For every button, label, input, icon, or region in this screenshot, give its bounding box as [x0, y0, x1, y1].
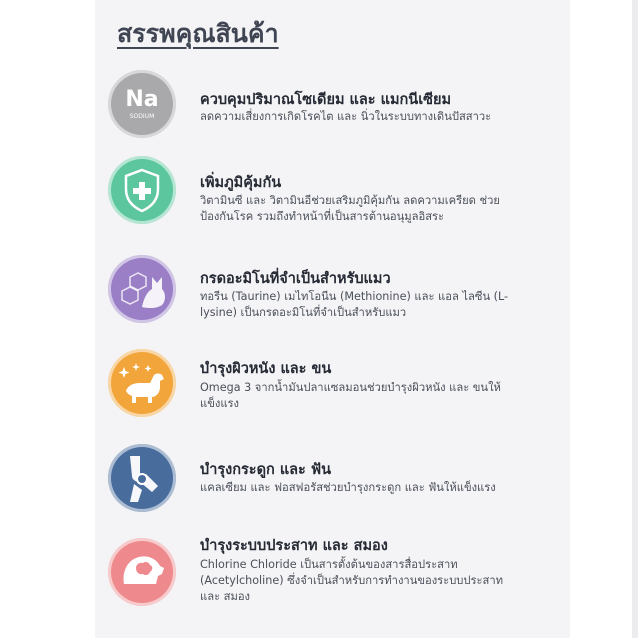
- sodium-icon: [108, 70, 176, 138]
- benefit-description: Omega 3 จากน้ำมันปลาแซลมอนช่วยบำรุงผิวหนัง และ ขนให้แข็งแรง: [200, 381, 501, 410]
- benefit-heading: กรดอะมิโนที่จำเป็นสำหรับแมว: [200, 271, 391, 287]
- benefit-description: Chlorine Chloride เป็นสารตั้งต้นของสารสื่อประสาท (Acetylcholine) ซึ่งจำเป็นสำหรับการทำงานของระบบประสาท และ สมอง: [200, 558, 503, 603]
- sodium-symbol: Na: [125, 87, 159, 112]
- benefit-item-sodium: [108, 70, 538, 160]
- benefit-description: วิตามินซี และ วิตามินอีช่วยเสริมภูมิคุ้มกัน ลดความเครียด ช่วยป้องกันโรค รวมถึงทำหน้าที่เป็นสารต้านอนุมูลอิสระ: [200, 194, 500, 223]
- benefit-item-nervous-system: [108, 538, 538, 628]
- benefit-heading: บำรุงกระดูก และ ฟัน: [200, 462, 332, 478]
- benefit-description: แคลเซียม และ ฟอสฟอรัสช่วยบำรุงกระดูก และ ฟันให้แข็งแรง: [200, 481, 496, 494]
- benefit-item-skin-coat: [108, 349, 538, 439]
- benefit-item-bones-teeth: [108, 444, 538, 534]
- benefit-description: ทอรีน (Taurine) เมไทโอนีน (Methionine) และ แอล ไลซีน (L-lysine) เป็นกรดอะมิโนที่จำเป็นสำหรับแมว: [200, 290, 509, 319]
- shiny-dog-icon: [108, 349, 176, 417]
- right-edge-strip: [632, 0, 638, 638]
- benefit-item-amino-acids: [108, 255, 538, 345]
- knee-joint-icon: [108, 444, 176, 512]
- benefit-heading: บำรุงผิวหนัง และ ขน: [200, 361, 332, 377]
- benefit-heading: เพิ่มภูมิคุ้มกัน: [200, 175, 282, 191]
- cat-molecule-icon: [108, 255, 176, 323]
- sodium-caption: SODIUM: [129, 113, 155, 120]
- benefit-heading: ควบคุมปริมาณโซเดียม และ แมกนีเซียม: [200, 92, 452, 108]
- page-title: สรรพคุณสินค้า: [117, 19, 279, 48]
- benefit-description: ลดความเสี่ยงการเกิดโรคไต และ นิ่วในระบบทางเดินปัสสาวะ: [200, 110, 492, 123]
- shield-plus-icon: [108, 156, 176, 224]
- benefit-item-immunity: [108, 156, 538, 246]
- dog-brain-icon: [108, 538, 176, 606]
- benefit-heading: บำรุงระบบประสาท และ สมอง: [200, 538, 388, 554]
